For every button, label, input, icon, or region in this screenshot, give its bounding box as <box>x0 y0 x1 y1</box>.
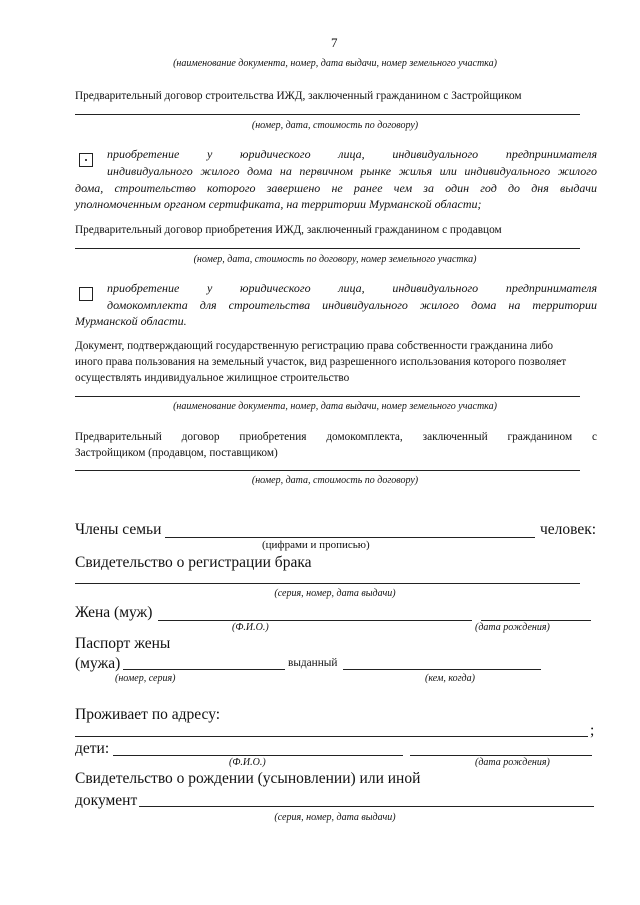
word: юридического <box>240 147 311 161</box>
word: лица, <box>338 147 365 161</box>
spouse-name-field[interactable] <box>158 620 472 621</box>
note-contract-details-2: (номер, дата, стоимость по договору) <box>251 475 419 486</box>
note-fio: (Ф.И.О.) <box>232 622 269 633</box>
word: приобретение <box>107 147 180 161</box>
persons-label: человек: <box>540 521 597 538</box>
word: Предварительный <box>75 431 162 443</box>
note-series-number-date: (серия, номер, дата выдачи) <box>274 588 396 599</box>
address-semicolon: ; <box>590 722 595 739</box>
spouse-passport-label: Паспорт жены <box>75 635 171 652</box>
fill-line[interactable] <box>75 114 580 115</box>
word: юридического <box>240 281 311 295</box>
option1-line2: индивидуального жилого дома на первичном рынке жилья или индивидуального жилого <box>107 164 597 178</box>
note-document-name: (наименование документа, номер, дата выдачи, номер земельного участка) <box>173 58 497 69</box>
section2-title: Предварительный договор приобретения ИЖД, заключенный гражданином с продавцом <box>75 224 502 236</box>
family-members-field[interactable] <box>165 537 535 538</box>
note-document-name-2: (наименование документа, номер, дата выдачи, номер земельного участка) <box>173 401 497 412</box>
note-birth-date: (дата рождения) <box>475 622 550 633</box>
spouse-birth-date-field[interactable] <box>481 620 591 621</box>
word: заключенный <box>422 431 488 443</box>
section4-line1 <box>75 431 597 443</box>
note-fio-child: (Ф.И.О.) <box>229 757 266 768</box>
fill-line[interactable] <box>75 470 580 471</box>
word: договор <box>181 431 220 443</box>
checkbox-option1[interactable] <box>79 153 93 167</box>
note-series-number-date-2: (серия, номер, дата выдачи) <box>274 812 396 823</box>
word: лица, <box>338 281 365 295</box>
section3-line1: Документ, подтверждающий государственную регистрацию права собственности гражданина либо <box>75 340 554 352</box>
checkbox-mark <box>85 159 87 161</box>
children-label: дети: <box>75 740 110 757</box>
section4-line2: Застройщиком (продавцом, поставщиком) <box>75 447 278 459</box>
marriage-cert-label: Свидетельство о регистрации брака <box>75 554 312 571</box>
note-by-whom-when: (кем, когда) <box>425 673 475 684</box>
word: у <box>207 281 213 295</box>
child-name-field[interactable] <box>113 755 403 756</box>
birth-cert-field[interactable] <box>139 806 594 807</box>
word: индивидуального <box>392 281 479 295</box>
spouse-label: Жена (муж) <box>75 604 153 621</box>
birth-cert-label: Свидетельство о рождении (усыновлении) или иной <box>75 770 421 787</box>
word: у <box>207 147 213 161</box>
word: домокомплекта, <box>326 431 403 443</box>
note-birth-date-child: (дата рождения) <box>475 757 550 768</box>
word: предпринимателя <box>505 281 598 295</box>
family-members-label: Члены семьи <box>75 521 162 538</box>
page-number: 7 <box>331 35 338 50</box>
option1-line1 <box>107 147 597 162</box>
option2-line1 <box>107 281 597 296</box>
note-digits-words: (цифрами и прописью) <box>262 539 370 551</box>
option1-line4: уполномоченным органом сертификата, на территории Мурманской области; <box>75 197 482 211</box>
spouse-passport-label-2: (мужа) <box>75 655 121 672</box>
word: с <box>591 431 597 443</box>
word: приобретение <box>107 281 180 295</box>
marriage-cert-field[interactable] <box>75 583 580 584</box>
passport-issued-field[interactable] <box>343 669 541 670</box>
word: приобретения <box>239 431 307 443</box>
option2-line2: домокомплекта для строительства индивидуального жилого дома на территории <box>107 298 597 312</box>
fill-line[interactable] <box>75 248 580 249</box>
section3-line3: осуществлять индивидуальное жилищное строительство <box>75 372 350 384</box>
section1-title: Предварительный договор строительства ИЖД, заключенный гражданином с Застройщиком <box>75 90 522 102</box>
section3-line2: иного права пользования на земельный участок, вид разрешенного использования которого позволяет <box>75 356 567 368</box>
address-label: Проживает по адресу: <box>75 706 221 723</box>
fill-line[interactable] <box>75 396 580 397</box>
checkbox-option2[interactable] <box>79 287 93 301</box>
birth-cert-label-2: документ <box>75 792 138 809</box>
word: предпринимателя <box>505 147 598 161</box>
option1-line3: дома, строительство которого завершено не ранее чем за один год до дня выдачи <box>75 181 597 195</box>
note-contract-details-plot: (номер, дата, стоимость по договору, номер земельного участка) <box>193 254 477 265</box>
option2-line3: Мурманской области. <box>75 314 187 328</box>
passport-number-field[interactable] <box>123 669 285 670</box>
note-contract-details: (номер, дата, стоимость по договору) <box>251 120 419 131</box>
child-birth-date-field[interactable] <box>410 755 592 756</box>
address-field[interactable] <box>75 736 588 737</box>
word: гражданином <box>507 431 573 443</box>
word: индивидуального <box>392 147 479 161</box>
note-number-series: (номер, серия) <box>115 673 176 684</box>
issued-label: выданный <box>288 657 338 669</box>
